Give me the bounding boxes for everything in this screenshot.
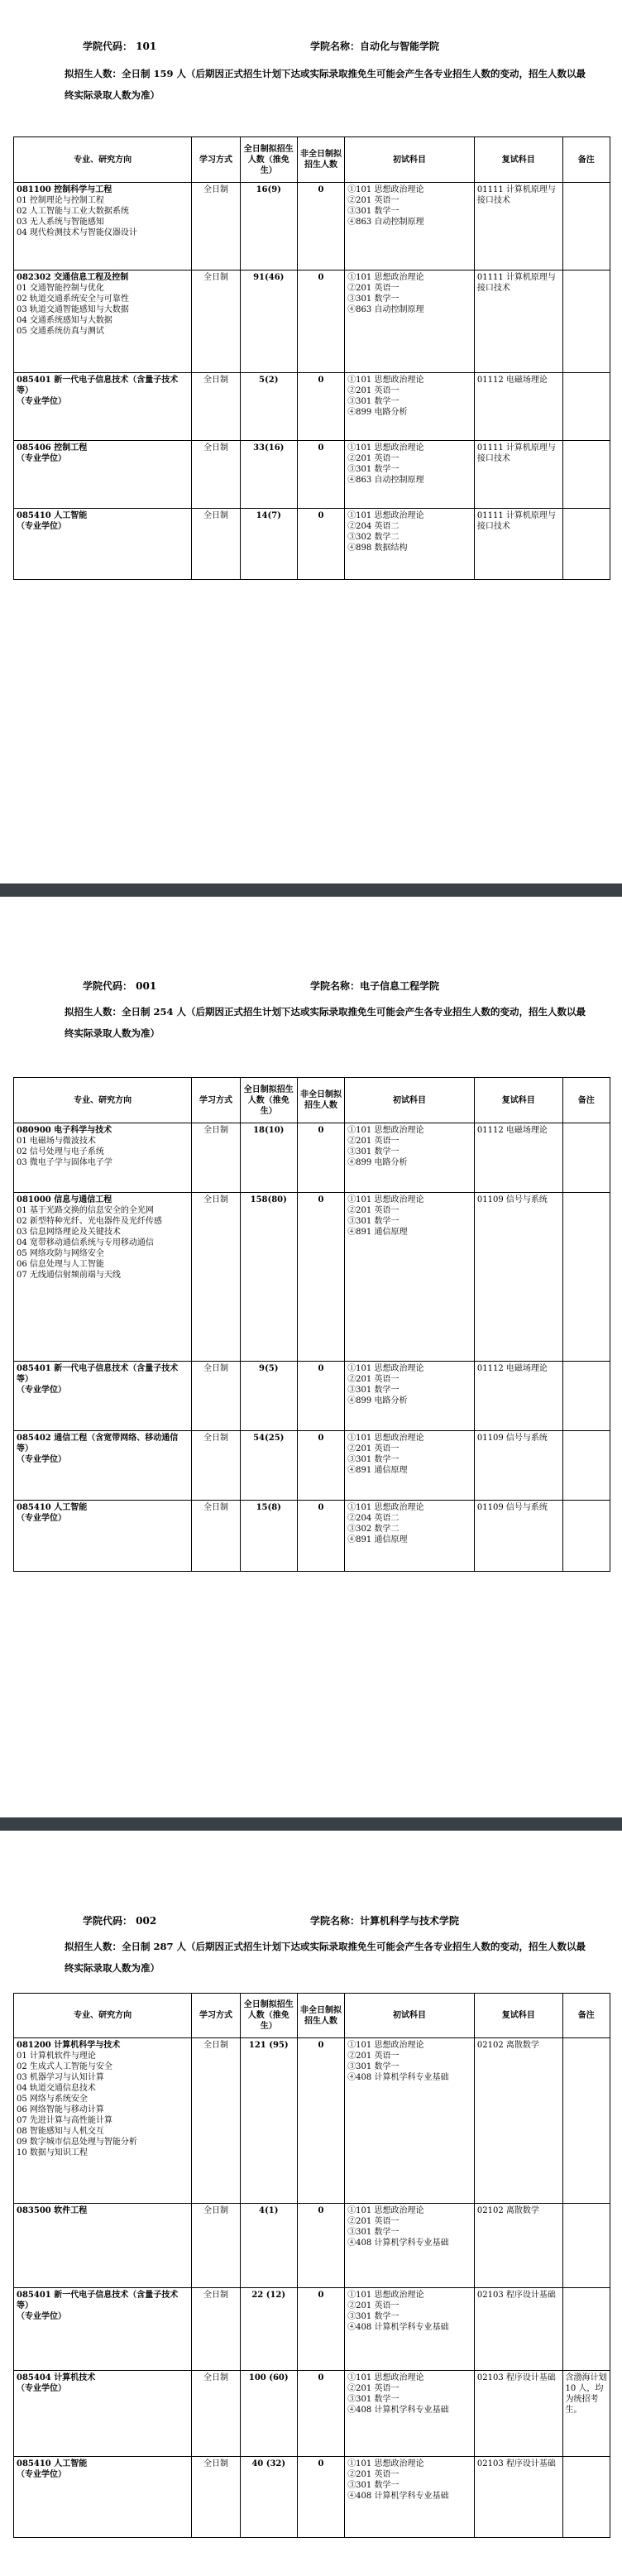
retest-subject: 02103 程序设计基础 [474, 2371, 562, 2457]
major-title: 082302 交通信息工程及控制 [17, 273, 129, 282]
study-mode: 全日制 [192, 441, 241, 509]
fulltime-quota: 33(16) [240, 441, 297, 509]
direction: 03 信息网络理论及关键技术 [17, 1228, 121, 1237]
exam-subjects [345, 1123, 475, 1193]
degree-type: （专业学位） [17, 1386, 66, 1395]
exam-subjects [345, 1193, 475, 1362]
exam-subjects [345, 1362, 475, 1431]
parttime-quota: 0 [297, 2371, 344, 2457]
exam-subject: ④863 自动控制原理 [347, 476, 424, 485]
exam-subject: ②201 英语一 [347, 2470, 400, 2479]
exam-subjects [345, 441, 475, 509]
fulltime-quota: 16(9) [240, 183, 297, 271]
direction: 08 智能感知与人机交互 [17, 2127, 104, 2136]
study-mode: 全日制 [192, 2371, 241, 2457]
exam-subjects [345, 2288, 475, 2371]
degree-type: （专业学位） [17, 2312, 66, 2321]
exam-subject: ③302 数学二 [347, 533, 400, 542]
study-mode: 全日制 [192, 271, 241, 373]
header-major: 专业、研究方向 [14, 137, 192, 183]
study-mode: 全日制 [192, 2457, 241, 2538]
exam-subjects [345, 1431, 475, 1501]
exam-subject: ③301 数学一 [347, 1455, 400, 1464]
study-mode: 全日制 [192, 2204, 241, 2288]
remark [562, 1123, 610, 1193]
direction: 05 网络攻防与网络安全 [17, 1249, 104, 1258]
major-cell [14, 441, 192, 509]
major-cell [14, 1123, 192, 1193]
page-3 [0, 1831, 622, 2576]
direction: 04 宽带移动通信系统与专用移动通信 [17, 1238, 154, 1247]
direction: 07 先进计算与高性能计算 [17, 2116, 112, 2125]
direction: 02 新型特种光纤、光电器件及光纤传感 [17, 1217, 162, 1226]
parttime-quota: 0 [297, 509, 344, 580]
major-title: 085401 新一代电子信息技术（含量子技术等） [17, 376, 179, 395]
parttime-quota: 0 [297, 2038, 344, 2204]
major-cell [14, 2038, 192, 2204]
major-title: 080900 电子科学与技术 [17, 1126, 112, 1135]
major-title: 081100 控制科学与工程 [17, 185, 112, 194]
major-cell [14, 1193, 192, 1362]
exam-subject: ③302 数学二 [347, 1525, 400, 1534]
header-mode: 学习方式 [192, 1078, 241, 1123]
table-row [14, 183, 610, 271]
enrollment-note: 拟招生人数：全日制 159 人（后期因正式招生计划下达或实际录取推免生可能会产生各专业招生人数的变动，招生人数以最终实际录取人数为准） [65, 68, 586, 101]
exam-subject: ①101 思想政治理论 [347, 443, 424, 452]
fulltime-quota: 91(46) [240, 271, 297, 373]
exam-subject: ②204 英语二 [347, 1514, 400, 1523]
major-cell [14, 2457, 192, 2538]
exam-subject: ②201 英语一 [347, 1375, 400, 1384]
header-parttime: 非全日制拟招生人数 [297, 1994, 344, 2038]
parttime-quota: 0 [297, 1362, 344, 1431]
parttime-quota: 0 [297, 271, 344, 373]
major-cell [14, 509, 192, 580]
enrollment-note: 拟招生人数：全日制 254 人（后期因正式招生计划下达或实际录取推免生可能会产生各专业招生人数的变动，招生人数以最终实际录取人数为准） [65, 1006, 586, 1039]
direction: 02 人工智能与工业大数据系统 [17, 207, 129, 216]
study-mode: 全日制 [192, 2288, 241, 2371]
exam-subject: ③301 数学一 [347, 2312, 400, 2321]
degree-type: （专业学位） [17, 1455, 66, 1464]
header-exam: 初试科目 [345, 1078, 475, 1123]
exam-subjects [345, 2457, 475, 2538]
degree-type: （专业学位） [17, 454, 66, 463]
remark: 含渤海计划 10 人，均为统招考生。 [562, 2371, 610, 2457]
exam-subject: ③301 数学一 [347, 397, 400, 406]
table-row [14, 1501, 610, 1572]
major-cell [14, 1501, 192, 1572]
direction: 06 信息处理与人工智能 [17, 1260, 104, 1269]
study-mode: 全日制 [192, 373, 241, 441]
exam-subject: ④863 自动控制原理 [347, 218, 424, 227]
major-title: 081200 计算机科学与技术 [17, 2041, 121, 2050]
exam-subject: ①101 思想政治理论 [347, 273, 424, 282]
direction: 03 无人系统与智能感知 [17, 218, 104, 227]
header-mode: 学习方式 [192, 1994, 241, 2038]
remark [562, 2457, 610, 2538]
exam-subject: ②201 英语一 [347, 2217, 400, 2226]
table-row [14, 509, 610, 580]
exam-subject: ①101 思想政治理论 [347, 2459, 424, 2468]
major-title: 085401 新一代电子信息技术（含量子技术等） [17, 1364, 179, 1384]
remark [562, 1501, 610, 1572]
exam-subject: ②201 英语一 [347, 1444, 400, 1453]
study-mode: 全日制 [192, 1501, 241, 1572]
exam-subject: ④408 计算机学科专业基础 [347, 2238, 449, 2248]
retest-subject: 01111 计算机原理与接口技术 [474, 441, 562, 509]
remark [562, 2288, 610, 2371]
direction: 02 生成式人工智能与安全 [17, 2062, 112, 2071]
direction: 05 交通系统仿真与测试 [17, 327, 104, 336]
remark [562, 1431, 610, 1501]
parttime-quota: 0 [297, 441, 344, 509]
exam-subjects [345, 183, 475, 271]
table-row [14, 441, 610, 509]
degree-type: （专业学位） [17, 2384, 66, 2393]
study-mode: 全日制 [192, 1431, 241, 1501]
degree-type: （专业学位） [17, 1514, 66, 1523]
parttime-quota: 0 [297, 1123, 344, 1193]
remark [562, 1193, 610, 1362]
direction: 03 轨道交通智能感知与大数据 [17, 305, 129, 314]
parttime-quota: 0 [297, 1193, 344, 1362]
major-cell [14, 271, 192, 373]
exam-subject: ③301 数学一 [347, 294, 400, 304]
exam-subject: ③301 数学一 [347, 2228, 400, 2237]
study-mode: 全日制 [192, 1362, 241, 1431]
retest-subject: 01111 计算机原理与接口技术 [474, 271, 562, 373]
study-mode: 全日制 [192, 1193, 241, 1362]
exam-subject: ②201 英语一 [347, 196, 400, 205]
header-fulltime: 全日制拟招生人数（推免生） [240, 1994, 297, 2038]
exam-subject: ④899 电路分析 [347, 408, 408, 417]
table-header-row [14, 1078, 610, 1123]
remark [562, 2038, 610, 2204]
retest-subject: 01112 电磁场理论 [474, 1123, 562, 1193]
exam-subject: ①101 思想政治理论 [347, 376, 424, 385]
exam-subject: ①101 思想政治理论 [347, 511, 424, 520]
parttime-quota: 0 [297, 2457, 344, 2538]
remark [562, 441, 610, 509]
retest-subject: 01109 信号与系统 [474, 1431, 562, 1501]
major-title: 085404 计算机技术 [17, 2373, 96, 2382]
direction: 01 电磁场与微波技术 [17, 1137, 96, 1146]
fulltime-quota: 158(80) [240, 1193, 297, 1362]
exam-subject: ④863 自动控制原理 [347, 305, 424, 314]
fulltime-quota: 9(5) [240, 1362, 297, 1431]
major-cell [14, 1362, 192, 1431]
direction: 01 计算机软件与理论 [17, 2052, 96, 2061]
parttime-quota: 0 [297, 2204, 344, 2288]
study-mode: 全日制 [192, 1123, 241, 1193]
exam-subject: ②201 英语一 [347, 284, 400, 293]
remark [562, 373, 610, 441]
exam-subject: ④891 通信原理 [347, 1535, 408, 1544]
major-cell [14, 2371, 192, 2457]
enrollment-note: 拟招生人数：全日制 287 人（后期因正式招生计划下达或实际录取推免生可能会产生各专业招生人数的变动，招生人数以最终实际录取人数为准） [65, 1941, 586, 1974]
page-2 [0, 897, 622, 1815]
exam-subject: ②201 英语一 [347, 386, 400, 395]
direction: 05 网络与系统安全 [17, 2095, 88, 2104]
parttime-quota: 0 [297, 183, 344, 271]
header-remark: 备注 [562, 137, 610, 183]
enrollment-table [13, 1077, 610, 1572]
direction: 01 交通智能控制与优化 [17, 284, 104, 293]
remark [562, 1362, 610, 1431]
exam-subjects [345, 373, 475, 441]
direction: 02 信号处理与电子系统 [17, 1147, 104, 1156]
table-row [14, 1193, 610, 1362]
fulltime-quota: 54(25) [240, 1431, 297, 1501]
retest-subject: 01112 电磁场理论 [474, 1362, 562, 1431]
remark [562, 271, 610, 373]
retest-subject: 01109 信号与系统 [474, 1193, 562, 1362]
parttime-quota: 0 [297, 1501, 344, 1572]
header-exam: 初试科目 [345, 1994, 475, 2038]
table-row [14, 2204, 610, 2288]
college-code: 学院代码： 001 [83, 980, 157, 992]
exam-subjects [345, 509, 475, 580]
exam-subject: ②201 英语一 [347, 454, 400, 463]
exam-subject: ①101 思想政治理论 [347, 1126, 424, 1135]
retest-subject: 02102 离散数学 [474, 2038, 562, 2204]
direction: 10 数据与知识工程 [17, 2148, 88, 2157]
fulltime-quota: 14(7) [240, 509, 297, 580]
direction: 03 微电子学与固体电子学 [17, 1158, 112, 1167]
table-header-row [14, 1994, 610, 2038]
fulltime-quota: 15(8) [240, 1501, 297, 1572]
retest-subject: 02102 离散数学 [474, 2204, 562, 2288]
retest-subject: 01111 计算机原理与接口技术 [474, 183, 562, 271]
exam-subject: ①101 思想政治理论 [347, 1364, 424, 1373]
fulltime-quota: 5(2) [240, 373, 297, 441]
retest-subject: 02103 程序设计基础 [474, 2288, 562, 2371]
exam-subject: ①101 思想政治理论 [347, 2291, 424, 2300]
header-retest: 复试科目 [474, 1078, 562, 1123]
header-major: 专业、研究方向 [14, 1994, 192, 2038]
college-code: 学院代码： 101 [83, 41, 157, 52]
retest-subject: 01111 计算机原理与接口技术 [474, 509, 562, 580]
exam-subject: ③301 数学一 [347, 1386, 400, 1395]
table-row [14, 1123, 610, 1193]
exam-subject: ③301 数学一 [347, 465, 400, 474]
exam-subjects [345, 2371, 475, 2457]
exam-subject: ④408 计算机学科专业基础 [347, 2073, 449, 2082]
exam-subject: ②201 英语一 [347, 2301, 400, 2310]
exam-subject: ②201 英语一 [347, 1137, 400, 1146]
major-title: 085402 通信工程（含宽带网络、移动通信等） [17, 1434, 179, 1453]
direction: 04 轨道交通信息技术 [17, 2084, 96, 2093]
exam-subject: ①101 思想政治理论 [347, 2373, 424, 2382]
remark [562, 183, 610, 271]
major-title: 085410 人工智能 [17, 511, 88, 520]
exam-subjects [345, 1501, 475, 1572]
direction: 01 基于光路交换的信息安全的全光网 [17, 1206, 154, 1215]
direction: 03 机器学习与认知计算 [17, 2073, 104, 2082]
fulltime-quota: 22 (12) [240, 2288, 297, 2371]
header-fulltime: 全日制拟招生人数（推免生） [240, 1078, 297, 1123]
exam-subject: ①101 思想政治理论 [347, 2206, 424, 2215]
direction: 06 网络智能与移动计算 [17, 2105, 104, 2114]
direction: 09 数字城市信息处理与智能分析 [17, 2138, 137, 2147]
major-cell [14, 2288, 192, 2371]
major-title: 085401 新一代电子信息技术（含量子技术等） [17, 2291, 179, 2310]
exam-subject: ①101 思想政治理论 [347, 185, 424, 194]
page-separator [0, 1817, 622, 1831]
exam-subject: ②201 英语一 [347, 2384, 400, 2393]
header-parttime: 非全日制拟招生人数 [297, 1078, 344, 1123]
fulltime-quota: 40 (32) [240, 2457, 297, 2538]
exam-subject: ④408 计算机学科专业基础 [347, 2323, 449, 2332]
header-mode: 学习方式 [192, 137, 241, 183]
exam-subject: ③301 数学一 [347, 1147, 400, 1156]
header-exam: 初试科目 [345, 137, 475, 183]
major-title: 085406 控制工程 [17, 443, 88, 452]
college-name: 学院名称：电子信息工程学院 [310, 980, 440, 992]
major-cell [14, 183, 192, 271]
table-row [14, 2038, 610, 2204]
table-row [14, 1431, 610, 1501]
exam-subject: ④891 通信原理 [347, 1228, 408, 1237]
direction: 07 无线通信射频前端与天线 [17, 1271, 121, 1280]
header-retest: 复试科目 [474, 1994, 562, 2038]
table-header-row [14, 137, 610, 183]
direction: 01 控制理论与控制工程 [17, 196, 104, 205]
header-remark: 备注 [562, 1994, 610, 2038]
exam-subject: ④408 计算机学科专业基础 [347, 2492, 449, 2501]
exam-subject: ③301 数学一 [347, 2395, 400, 2404]
exam-subject: ③301 数学一 [347, 2481, 400, 2490]
college-name: 学院名称：自动化与智能学院 [310, 41, 440, 52]
remark [562, 509, 610, 580]
fulltime-quota: 18(10) [240, 1123, 297, 1193]
enrollment-table [13, 1993, 610, 2538]
retest-subject: 02103 程序设计基础 [474, 2457, 562, 2538]
table-row [14, 2457, 610, 2538]
parttime-quota: 0 [297, 1431, 344, 1501]
major-cell [14, 373, 192, 441]
direction: 02 轨道交通系统安全与可靠性 [17, 294, 129, 304]
degree-type: （专业学位） [17, 397, 66, 406]
exam-subject: ①101 思想政治理论 [347, 1195, 424, 1204]
header-retest: 复试科目 [474, 137, 562, 183]
exam-subjects [345, 2038, 475, 2204]
study-mode: 全日制 [192, 2038, 241, 2204]
exam-subject: ②204 英语二 [347, 522, 400, 531]
exam-subject: ③301 数学一 [347, 1217, 400, 1226]
remark [562, 2204, 610, 2288]
fulltime-quota: 4(1) [240, 2204, 297, 2288]
study-mode: 全日制 [192, 183, 241, 271]
page-1 [0, 0, 622, 881]
college-code: 学院代码： 002 [83, 1915, 157, 1927]
exam-subject: ③301 数学一 [347, 207, 400, 216]
exam-subjects [345, 2204, 475, 2288]
exam-subjects [345, 271, 475, 373]
major-title: 083500 软件工程 [17, 2206, 88, 2215]
study-mode: 全日制 [192, 509, 241, 580]
exam-subject: ③301 数学一 [347, 2062, 400, 2071]
major-title: 085410 人工智能 [17, 2459, 88, 2468]
exam-subject: ④891 通信原理 [347, 1466, 408, 1475]
exam-subject: ④899 电路分析 [347, 1158, 408, 1167]
table-row [14, 271, 610, 373]
retest-subject: 01112 电磁场理论 [474, 373, 562, 441]
header-major: 专业、研究方向 [14, 1078, 192, 1123]
page-separator [0, 883, 622, 897]
header-remark: 备注 [562, 1078, 610, 1123]
exam-subject: ②201 英语一 [347, 1206, 400, 1215]
table-row [14, 2371, 610, 2457]
enrollment-table [13, 136, 610, 580]
major-title: 085410 人工智能 [17, 1503, 88, 1512]
fulltime-quota: 100 (60) [240, 2371, 297, 2457]
parttime-quota: 0 [297, 2288, 344, 2371]
table-row [14, 373, 610, 441]
exam-subject: ④408 计算机学科专业基础 [347, 2406, 449, 2415]
header-fulltime: 全日制拟招生人数（推免生） [240, 137, 297, 183]
exam-subject: ①101 思想政治理论 [347, 1503, 424, 1512]
retest-subject: 01109 信号与系统 [474, 1501, 562, 1572]
direction: 04 现代检测技术与智能仪器设计 [17, 228, 137, 237]
fulltime-quota: 121 (95) [240, 2038, 297, 2204]
table-row [14, 2288, 610, 2371]
exam-subject: ①101 思想政治理论 [347, 2041, 424, 2050]
exam-subject: ①101 思想政治理论 [347, 1434, 424, 1443]
degree-type: （专业学位） [17, 522, 66, 531]
major-cell [14, 2204, 192, 2288]
direction: 04 交通系统感知与大数据 [17, 316, 112, 325]
header-parttime: 非全日制拟招生人数 [297, 137, 344, 183]
exam-subject: ④899 电路分析 [347, 1396, 408, 1405]
degree-type: （专业学位） [17, 2470, 66, 2479]
parttime-quota: 0 [297, 373, 344, 441]
exam-subject: ②201 英语一 [347, 2052, 400, 2061]
table-row [14, 1362, 610, 1431]
major-cell [14, 1431, 192, 1501]
major-title: 081000 信息与通信工程 [17, 1195, 112, 1204]
college-name: 学院名称：计算机科学与技术学院 [310, 1915, 460, 1927]
exam-subject: ④898 数据结构 [347, 543, 408, 553]
